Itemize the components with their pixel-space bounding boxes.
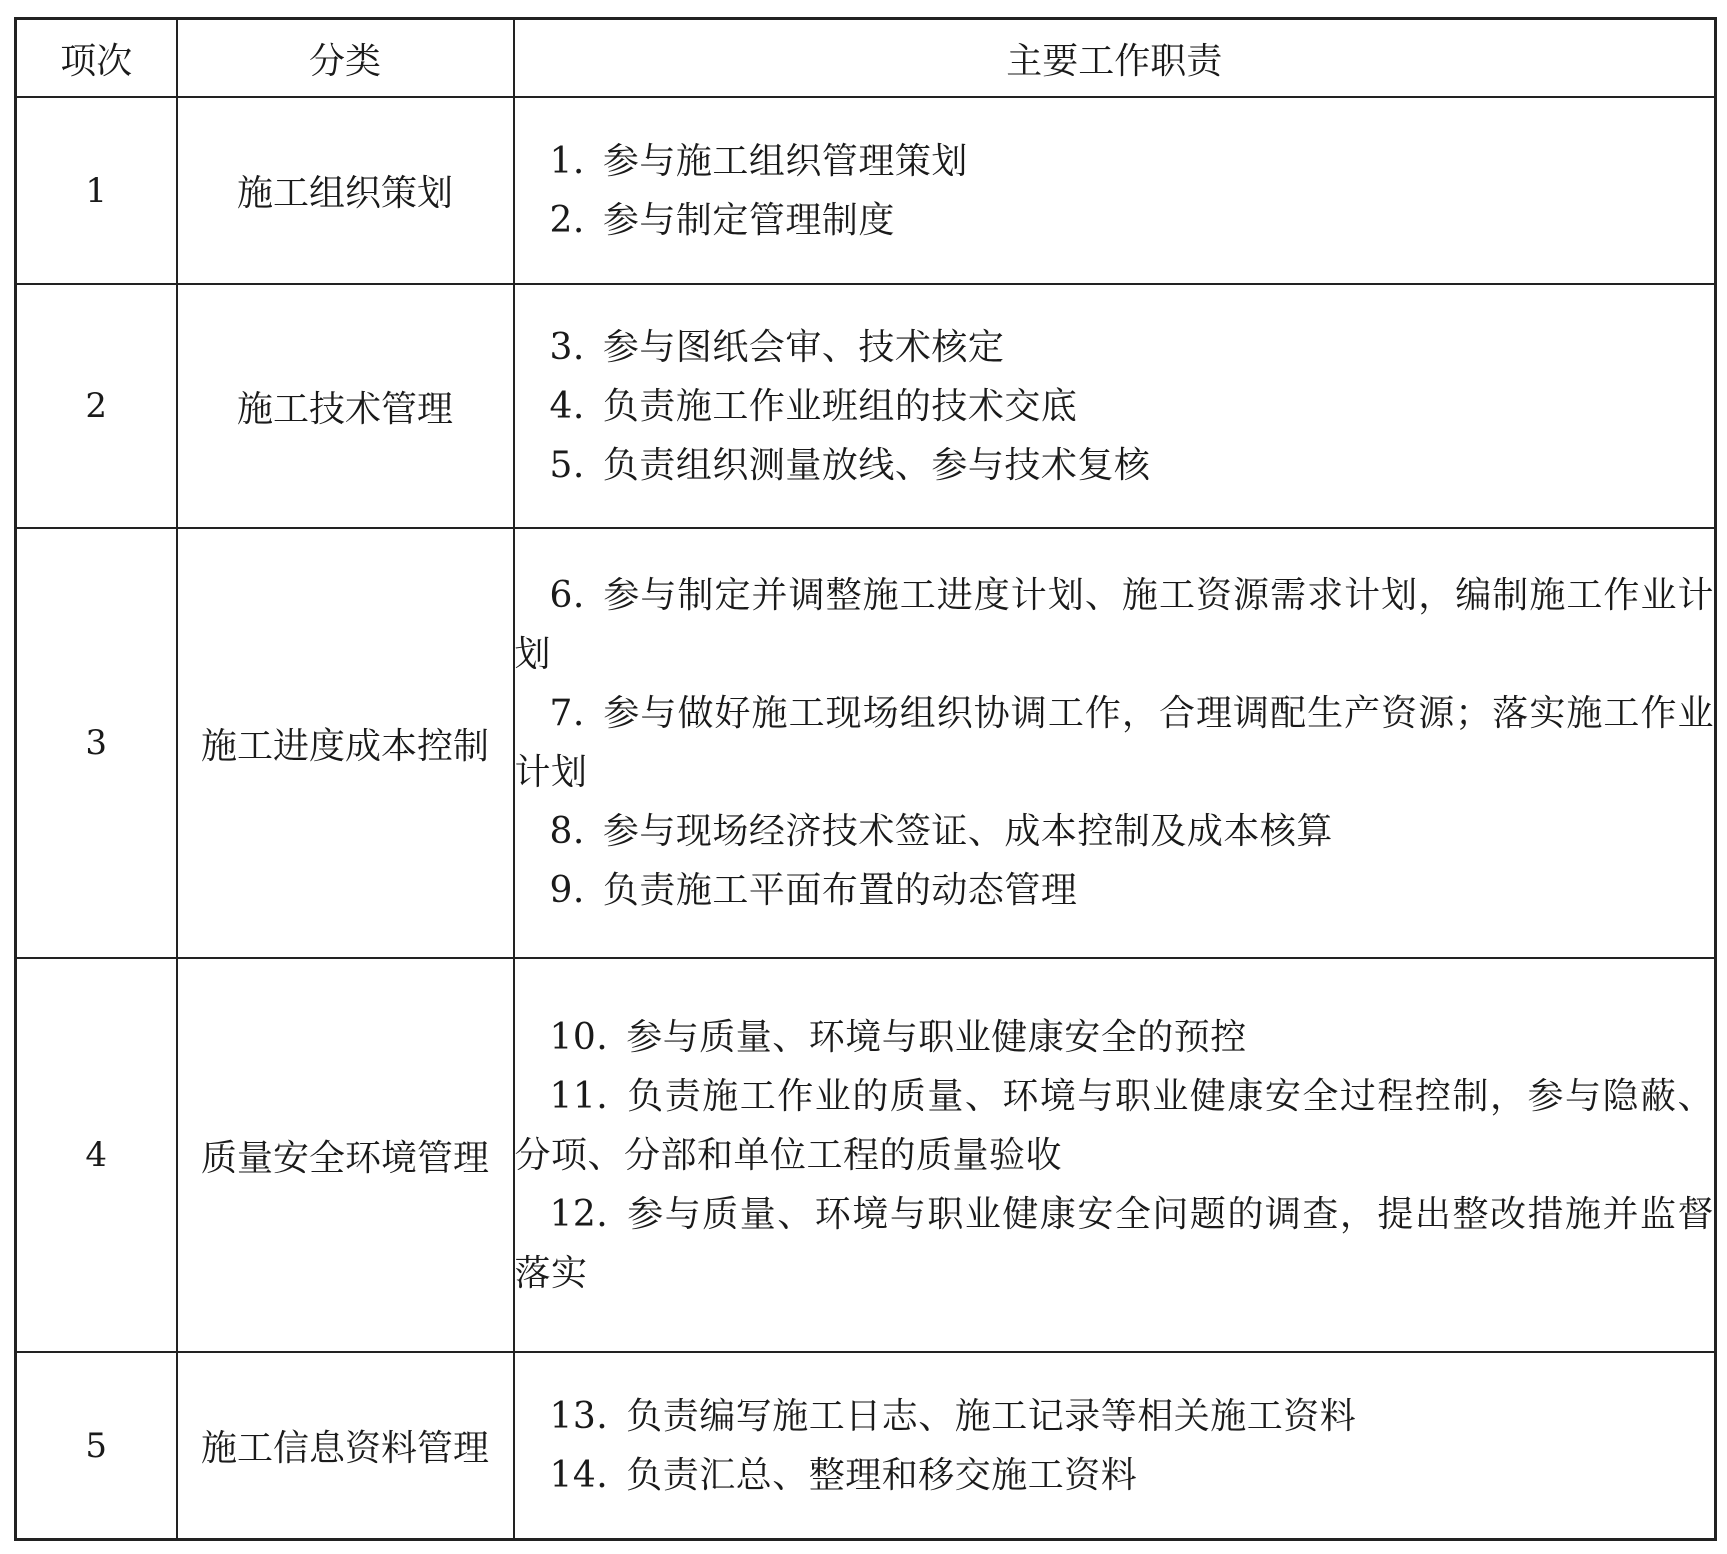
duty-number: 12. [549, 1193, 609, 1235]
item-number: 4 [16, 958, 177, 1352]
duty-number: 10. [549, 1016, 609, 1058]
category-cell: 质量安全环境管理 [177, 958, 514, 1352]
duty-number: 14. [549, 1454, 609, 1496]
item-number: 2 [16, 284, 177, 528]
duty-text: 负责组织测量放线、参与技术复核 [602, 444, 1151, 486]
duty-item [515, 1387, 1715, 1446]
duty-item [515, 318, 1715, 377]
duty-text: 参与制定并调整施工进度计划、施工资源需求计划，编制施工作业计划 [514, 575, 1714, 675]
duties-cell [514, 1352, 1716, 1540]
duty-number: 13. [549, 1395, 609, 1437]
category-cell: 施工技术管理 [177, 284, 514, 528]
duty-item [515, 132, 1715, 191]
duty-item [515, 1067, 1715, 1185]
category-cell: 施工进度成本控制 [177, 528, 514, 958]
duty-number: 8. [549, 811, 585, 852]
duty-text: 参与做好施工现场组织协调工作，合理调配生产资源；落实施工作业计划 [514, 693, 1714, 793]
duty-text: 负责施工平面布置的动态管理 [602, 870, 1078, 911]
item-number: 1 [16, 97, 177, 284]
duty-text: 参与施工组织管理策划 [602, 140, 968, 182]
duty-text: 负责编写施工日志、施工记录等相关施工资料 [626, 1395, 1357, 1437]
table-row [16, 284, 1716, 528]
duty-text: 负责施工作业的质量、环境与职业健康安全过程控制，参与隐蔽、分项、分部和单位工程的质量验收 [514, 1075, 1714, 1176]
table-row [16, 958, 1716, 1352]
duty-number: 7. [549, 693, 585, 734]
duty-text: 参与质量、环境与职业健康安全的预控 [626, 1016, 1247, 1058]
header-duties: 主要工作职责 [514, 19, 1716, 98]
duties-cell [514, 284, 1716, 528]
header-item-no: 项次 [16, 19, 177, 98]
table-row [16, 528, 1716, 958]
item-number: 5 [16, 1352, 177, 1540]
duty-item [515, 191, 1715, 250]
duty-item [515, 436, 1715, 495]
duty-item [515, 1185, 1715, 1303]
duty-text: 参与制定管理制度 [602, 199, 895, 241]
duties-cell [514, 528, 1716, 958]
duties-table [14, 17, 1717, 1541]
duty-number: 11. [549, 1075, 609, 1117]
duty-item [515, 802, 1715, 861]
table-row [16, 97, 1716, 284]
duty-item [515, 684, 1715, 802]
duty-number: 4. [549, 385, 585, 427]
table-row [16, 1352, 1716, 1540]
duties-cell [514, 97, 1716, 284]
header-category: 分类 [177, 19, 514, 98]
duty-text: 负责汇总、整理和移交施工资料 [626, 1454, 1138, 1496]
duty-item [515, 861, 1715, 920]
duty-text: 参与图纸会审、技术核定 [602, 326, 1005, 368]
duty-number: 9. [549, 870, 585, 911]
duty-text: 参与现场经济技术签证、成本控制及成本核算 [602, 811, 1333, 852]
duty-number: 2. [549, 199, 585, 241]
duty-number: 1. [549, 140, 585, 182]
category-cell: 施工信息资料管理 [177, 1352, 514, 1540]
category-cell: 施工组织策划 [177, 97, 514, 284]
duty-number: 3. [549, 326, 585, 368]
duties-cell [514, 958, 1716, 1352]
duty-item [515, 1446, 1715, 1505]
duty-number: 6. [549, 575, 585, 616]
duty-item [515, 566, 1715, 684]
duty-text: 负责施工作业班组的技术交底 [602, 385, 1078, 427]
duty-text: 参与质量、环境与职业健康安全问题的调查，提出整改措施并监督落实 [514, 1193, 1714, 1294]
item-number: 3 [16, 528, 177, 958]
header-row [16, 19, 1716, 98]
duty-item [515, 1008, 1715, 1067]
duty-item [515, 377, 1715, 436]
duty-number: 5. [549, 444, 585, 486]
